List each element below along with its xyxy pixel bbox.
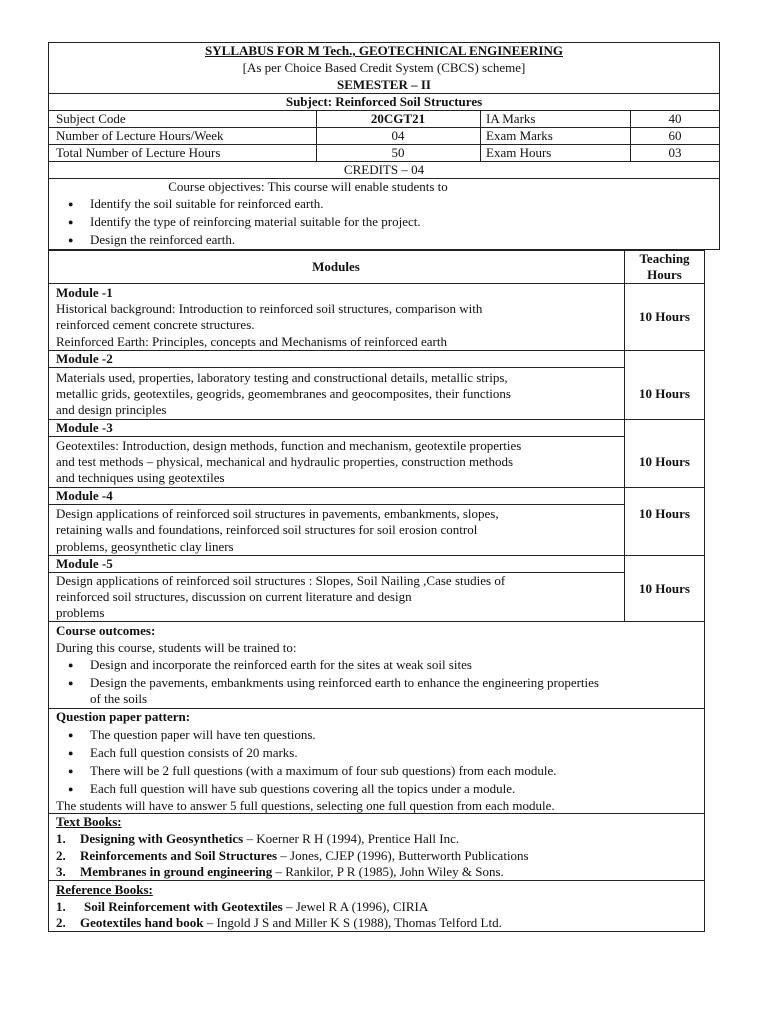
bullet-icon: ● — [68, 199, 74, 209]
bullet-icon: ● — [68, 678, 74, 688]
module-text: metallic grids, geotextiles, geogrids, geomembranes and geocomposites, their functions — [56, 386, 511, 401]
text-book-details: – Rankilor, P R (1985), John Wiley & Sons. — [272, 864, 504, 879]
reference-book-number: 1. — [56, 899, 66, 914]
module-text: reinforced cement concrete structures. — [56, 317, 255, 332]
objective-item: Identify the type of reinforcing material suitable for the project. — [90, 214, 421, 229]
module-text: reinforced soil structures, discussion on current literature and design — [56, 589, 412, 604]
teaching-header: Teaching — [639, 251, 690, 266]
module-text: Reinforced Earth: Principles, concepts and Mechanisms of reinforced earth — [56, 334, 447, 349]
ia-marks-value: 40 — [668, 111, 682, 126]
text-book-item — [56, 863, 504, 880]
module-text: Historical background: Introduction to reinforced soil structures, comparison with — [56, 301, 483, 316]
modules-header: Modules — [312, 259, 360, 274]
module-text: Design applications of reinforced soil structures : Slopes, Soil Nailing ,Case studies of — [56, 573, 506, 588]
module-title: Module -5 — [56, 556, 113, 571]
module-text: Geotextiles: Introduction, design methods, function and mechanism, geotextile properties — [56, 438, 522, 453]
credits-line: CREDITS – 04 — [343, 162, 425, 177]
text-book-name: Membranes in ground engineering — [80, 864, 273, 879]
text-book-number: 2. — [56, 848, 66, 863]
bullet-icon: ● — [68, 217, 74, 227]
module-title: Module -1 — [56, 285, 113, 300]
module-text: and test methods – physical, mechanical and hydraulic properties, construction methods — [56, 454, 514, 469]
bullet-icon: ● — [68, 784, 74, 794]
reference-book-name: Geotextiles hand book — [80, 915, 204, 930]
module-text: problems, geosynthetic clay liners — [56, 539, 234, 554]
question-pattern-title: Question paper pattern: — [56, 709, 191, 724]
module-title: Module -3 — [56, 420, 113, 435]
module-text: retaining walls and foundations, reinforced soil structures for soil erosion control — [56, 522, 478, 537]
module-text: Materials used, properties, laboratory testing and constructional details, metallic strips, — [56, 370, 508, 385]
outcomes-title: Course outcomes: — [56, 623, 156, 638]
objective-item: Identify the soil suitable for reinforced earth. — [90, 196, 324, 211]
objective-item: Design the reinforced earth. — [90, 232, 236, 247]
exam-marks-value: 60 — [668, 128, 682, 143]
bullet-icon: ● — [68, 748, 74, 758]
total-hours-label: Total Number of Lecture Hours — [56, 145, 221, 160]
module-text: and techniques using geotextiles — [56, 470, 225, 485]
outcome-item: of the soils — [90, 691, 148, 706]
exam-hours-value: 03 — [668, 145, 682, 160]
semester-line: SEMESTER – II — [337, 77, 431, 92]
module-hours: 10 Hours — [639, 309, 690, 324]
text-book-name: Reinforcements and Soil Structures — [80, 848, 278, 863]
reference-book-details: – Jewel R A (1996), CIRIA — [282, 899, 429, 914]
module-hours: 10 Hours — [639, 506, 690, 521]
lecture-hours-week-value: 04 — [391, 128, 405, 143]
outcome-item: Design and incorporate the reinforced earth for the sites at weak soil sites — [90, 657, 472, 672]
reference-book-name: Soil Reinforcement with Geotextiles — [84, 899, 283, 914]
bullet-icon: ● — [68, 730, 74, 740]
question-pattern-footer: The students will have to answer 5 full questions, selecting one full question from each module. — [56, 798, 555, 813]
syllabus-title: SYLLABUS FOR M Tech., GEOTECHNICAL ENGINEERING — [205, 43, 563, 58]
hours-header: Hours — [647, 267, 682, 282]
reference-book-number: 2. — [56, 915, 66, 930]
bullet-icon: ● — [68, 766, 74, 776]
objectives-intro: Course objectives: This course will enable students to — [168, 179, 448, 194]
module-text: Design applications of reinforced soil structures in pavements, embankments, slopes, — [56, 506, 499, 521]
lecture-hours-week-label: Number of Lecture Hours/Week — [56, 128, 224, 143]
text-book-item — [56, 847, 529, 864]
module-hours: 10 Hours — [639, 386, 690, 401]
bullet-icon: ● — [68, 235, 74, 245]
reference-book-item — [56, 898, 428, 915]
module-hours: 10 Hours — [639, 454, 690, 469]
total-hours-value: 50 — [391, 145, 405, 160]
question-pattern-item: There will be 2 full questions (with a maximum of four sub questions) from each module. — [90, 763, 557, 778]
text-book-item — [56, 830, 459, 847]
question-pattern-item: Each full question consists of 20 marks. — [90, 745, 298, 760]
question-pattern-item: Each full question will have sub questions covering all the topics under a module. — [90, 781, 516, 796]
module-hours: 10 Hours — [639, 581, 690, 596]
bullet-icon: ● — [68, 660, 74, 670]
subject-code-label: Subject Code — [56, 111, 126, 126]
scheme-line: [As per Choice Based Credit System (CBCS) scheme] — [242, 60, 526, 75]
subject-code-value: 20CGT21 — [370, 111, 426, 126]
text-books-title: Text Books: — [56, 814, 122, 829]
exam-hours-label: Exam Hours — [486, 145, 552, 160]
subject-line: Subject: Reinforced Soil Structures — [285, 94, 483, 109]
question-pattern-item: The question paper will have ten questions. — [90, 727, 316, 742]
reference-books-title: Reference Books: — [56, 882, 153, 897]
module-title: Module -4 — [56, 488, 113, 503]
reference-book-details: – Ingold J S and Miller K S (1988), Thomas Telford Ltd. — [203, 915, 502, 930]
module-text: and design principles — [56, 402, 167, 417]
outcomes-intro: During this course, students will be trained to: — [56, 640, 297, 655]
text-book-number: 1. — [56, 831, 66, 846]
reference-book-item — [56, 914, 502, 931]
text-book-details: – Jones, CJEP (1996), Butterworth Publications — [277, 848, 529, 863]
text-book-details: – Koerner R H (1994), Prentice Hall Inc. — [243, 831, 460, 846]
outcome-item: Design the pavements, embankments using reinforced earth to enhance the engineering properties — [90, 675, 599, 690]
text-book-name: Designing with Geosynthetics — [80, 831, 244, 846]
text-book-number: 3. — [56, 864, 66, 879]
ia-marks-label: IA Marks — [486, 111, 536, 126]
exam-marks-label: Exam Marks — [486, 128, 553, 143]
module-text: problems — [56, 605, 105, 620]
module-title: Module -2 — [56, 351, 113, 366]
